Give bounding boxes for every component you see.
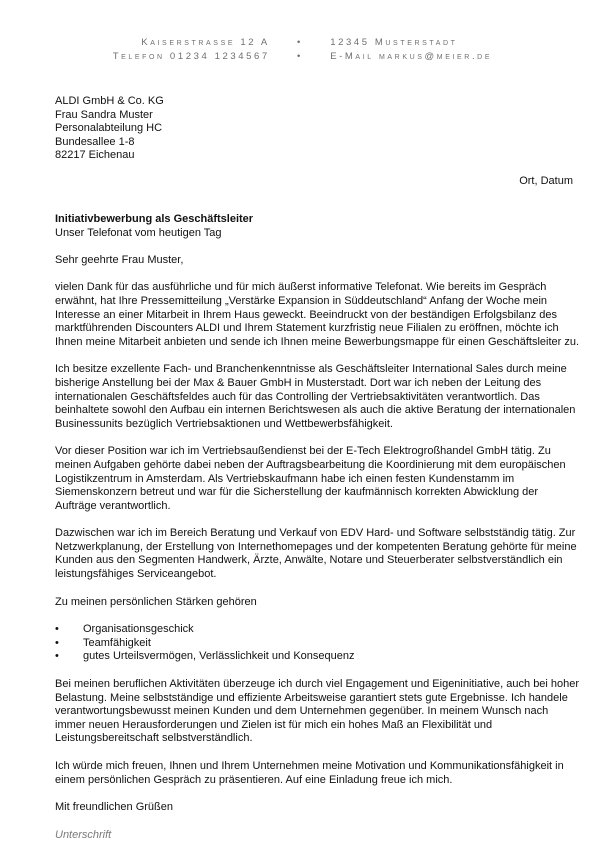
sender-street: Kaiserstrasse 12 A [141,37,270,48]
paragraph-work-style: Bei meinen beruflichen Aktivitäten überzeuge ich durch viel Engagement und Eigeninitiative, auch bei hoher Belastung. Meine selbstständige und effiziente Arbeitsweise garantiert stets gute Ergebnisse. Ich handele verantwortungsbewusst meinen Kunden und dem Unternehmen gegenüber. In meinem Wunsch nach immer neuen Herausforderungen und Zielen ist für mich ein hohes Maß an Flexibilität und Leistungsbereitschaft selbstverständlich. [55,678,580,745]
reference-line: Unser Telefonat vom heutigen Tag [55,226,222,239]
paragraph-closing: Ich würde mich freuen, Ihnen und Ihrem Unternehmen meine Motivation und Kommunikationsfähigkeit in einem persönlichen Gespräch zu präsentieren. Auf eine Einladung freue ich mich. [55,760,564,786]
sender-email: E-Mail markus@meier.de [330,51,493,62]
recipient-company: ALDI GmbH & Co. KG [55,95,164,107]
bullet-icon: • [55,623,59,636]
sender-address-line [0,36,600,50]
list-item [55,650,580,664]
list-item [55,637,580,651]
list-item [55,623,580,637]
recipient-street: Bundesallee 1-8 [55,135,135,148]
strength-label: gutes Urteilsvermögen, Verlässlichkeit und Konsequenz [83,650,355,663]
strength-label: Organisationsgeschick [83,623,194,636]
sender-separator: • [297,37,303,48]
recipient-address [55,95,164,163]
strength-label: Teamfähigkeit [83,636,151,649]
recipient-department: Personalabteilung HC [55,122,163,135]
recipient-person: Frau Sandra Muster [55,108,153,121]
paragraph-intro: vielen Dank für das ausführliche und für mich äußerst informative Telefonat. Wie bereits im Gespräch erwähnt, hat Ihre Pressemitteilung „Verstärke Expansion in Süddeutschland“ Anfang der Woche mein Interesse an einer Mitarbeit in Ihrem Haus geweckt. Beeindruckt von der beständigen Erfolgsbilanz des marktführenden Discounters ALDI und Ihrem Statement kurzfristig neue Filialen zu eröffnen, möchte ich Ihnen meine Mitarbeit anbieten und sende ich Ihnen meine Bewerbungsmappe für einen Geschäftsleiter zu. [55,281,580,348]
recipient-city: 82217 Eichenau [55,149,135,162]
salutation: Sehr geehrte Frau Muster, [55,253,184,266]
sender-separator: • [297,51,303,62]
paragraph-previous-position: Vor dieser Position war ich im Vertriebsaußendienst bei der E-Tech Elektrogroßhandel GmbH tätig. Zu meinen Aufgaben gehörte dabei neben der Auftragsbearbeitung die Koordinierung mit dem europäischen Logistikzentrum in Amsterdam. Als Vertriebskaufmann habe ich einen festen Kundenstamm im Siemenskonzern betreut und war für die Sicherstellung der kaufmännisch korrekten Abwicklung der Aufträge verantwortlich. [55,445,566,512]
greeting: Mit freundlichen Grüßen [55,801,173,814]
paragraph-experience: Ich besitze exzellente Fach- und Branchenkenntnisse als Geschäftsleiter International Sales durch meine bisherige Anstellung bei der Max & Bauer GmbH in Musterstadt. Dort war ich neben der Leitung des internationalen Geschäftsfeldes auch für das Controlling der Vertriebsaktivitäten verantwortlich. Das beinhaltete sowohl den Aufbau ein internen Berichtswesen als auch die aktive Beratung der internationalen Businessunits bezüglich Vertriebsaktionen und Wettbewerbsfähigkeit. [55,363,576,430]
bullet-icon: • [55,636,59,649]
sender-city: 12345 Musterstadt [330,37,458,48]
sender-phone: Telefon 01234 1234567 [112,51,270,62]
paragraph-self-employed: Dazwischen war ich im Bereich Beratung und Verkauf von EDV Hard- und Software selbstständig tätig. Zur Netzwerkplanung, der Erstellung von Internethomepages und der kompetenten Beratung gehörte für meine Kunden aus den Segmenten Handwerk, Ärzte, Anwälte, Notare und Steuerberater selbstverständlich ein leistungsfähiges Serviceangebot. [55,527,577,581]
strengths-list [55,623,580,664]
subject-line: Initiativbewerbung als Geschäftsleiter [55,213,254,225]
sender-contact-line [0,50,600,64]
letter-body [55,213,580,842]
paragraph-strengths-intro: Zu meinen persönlichen Stärken gehören [55,595,257,608]
signature: Unterschrift [55,828,112,841]
place-date: Ort, Datum [519,175,573,187]
bullet-icon: • [55,650,59,663]
sender-header [0,36,600,64]
